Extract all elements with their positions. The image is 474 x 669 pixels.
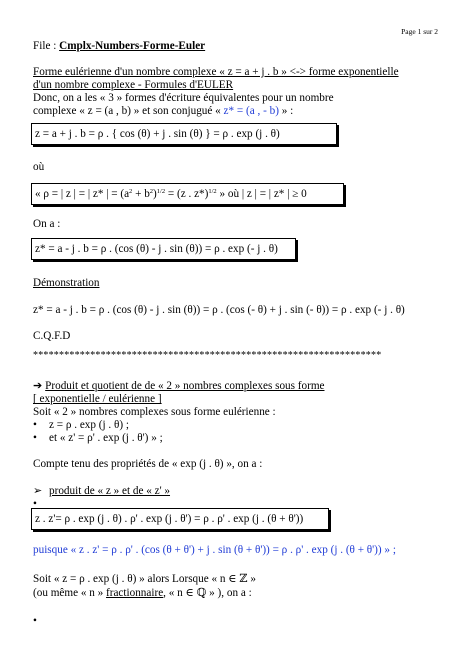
list-item [33,432,163,445]
list-item [33,419,129,432]
bullet-icon: • [33,432,37,444]
formula-box-4-text: z . z'= ρ . exp (j . θ) . ρ' . exp (j . θ') = ρ . ρ' . exp (j . (θ + θ')) [35,513,304,525]
arrow-right-icon: ➔ [33,380,43,392]
section2-title-line-1 [33,380,325,393]
ou-label: où [33,161,45,173]
soit2-line: Soit « z = ρ . exp (j . θ) » alors Lorsque « n ∈ ℤ » [33,573,256,585]
box2-sup2: 2 [149,188,154,195]
produit-label: produit de « z » et de « z' » [49,485,171,497]
formula-box-3-text: z* = a - j . b = ρ . (cos (θ) - j . sin (θ)) = ρ . exp (- j . θ) [35,243,278,255]
demo-line: z* = a - j . b = ρ . (cos (θ) - j . sin (θ)) = ρ . (cos (- θ) + j . sin (- θ)) = ρ . exp (- j . θ) [33,304,405,316]
produit-line [33,485,170,498]
separator-stars: ******************************************************************* [33,350,382,361]
intro-line-1: Forme eulérienne d'un nombre complexe « z = a + j . b » <-> forme exponentielle [33,66,399,78]
formula-box-4 [31,508,329,530]
file-name: Cmplx-Numbers-Forme-Euler [59,40,206,52]
box2-sup3: 1/2 [156,188,166,195]
file-prefix: File : [33,40,60,52]
formula-box-2-text [35,188,307,201]
box2-part2: + b [132,188,150,200]
demo-title: Démonstration [33,277,100,289]
intro-line-3: Donc, on a les « 3 » formes d'écriture équivalentes pour un nombre [33,92,334,104]
fractionnaire: fractionnaire [106,587,164,599]
box2-part1: « ρ = | z | = | z* | = (a [35,188,130,200]
section2-title-2: [ exponentielle / eulérienne ] [33,393,162,405]
ou-meme-a: (ou même « n » [33,587,107,599]
box2-part4: = (z . z*) [165,188,209,200]
formula-box-1-text: z = a + j . b = ρ . { cos (θ) + j . sin (θ) } = ρ . exp (j . θ) [35,128,280,140]
intro-line-4 [33,105,293,118]
box2-sup1: 2 [129,188,133,195]
blue-equation: puisque « z . z' = ρ . ρ' . (cos (θ + θ') + j . sin (θ + θ')) = ρ . ρ' . exp (j . (θ + θ')) » ; [33,544,396,556]
arrowhead-bullet-icon: ➢ [33,485,43,497]
formula-box-2 [31,183,344,205]
ou-meme-line [33,587,252,600]
empty-bullet [33,615,49,628]
section2-title-1: Produit et quotient de de « 2 » nombres complexes sous forme [45,380,325,392]
conjugate-formula: z* = (a , - b) [223,105,279,117]
section2-soit: Soit « 2 » nombres complexes sous forme eulérienne : [33,406,276,418]
page-number: Page 1 sur 2 [401,27,438,36]
list-item-2-text: et « z' = ρ' . exp (j . θ') » ; [49,432,163,444]
bullet-icon: • [33,419,37,431]
bullet-icon: • [33,615,37,627]
list-item-1-text: z = ρ . exp (j . θ) ; [49,419,130,431]
formula-box-3 [31,238,296,260]
compte-line: Compte tenu des propriétés de « exp (j . θ) », on a : [33,458,263,470]
on-a-label: On a : [33,218,61,230]
intro-line-4-b: » : [278,105,294,117]
formula-box-1 [31,123,337,145]
file-line [33,40,205,53]
box2-part3: ) [153,188,157,200]
ou-meme-b: , « n ∈ ℚ » ), on a : [163,587,252,599]
box2-sup4: 1/2 [208,188,217,195]
box2-part5: » où | z | = | z* | ≥ 0 [216,188,307,200]
intro-line-2: d'un nombre complexe - Formules d'EULER [33,79,234,91]
intro-line-4-a: complexe « z = (a , b) » et son conjugué « [33,105,224,117]
cqfd: C.Q.F.D [33,330,71,342]
bullet-icon: • [33,498,37,510]
